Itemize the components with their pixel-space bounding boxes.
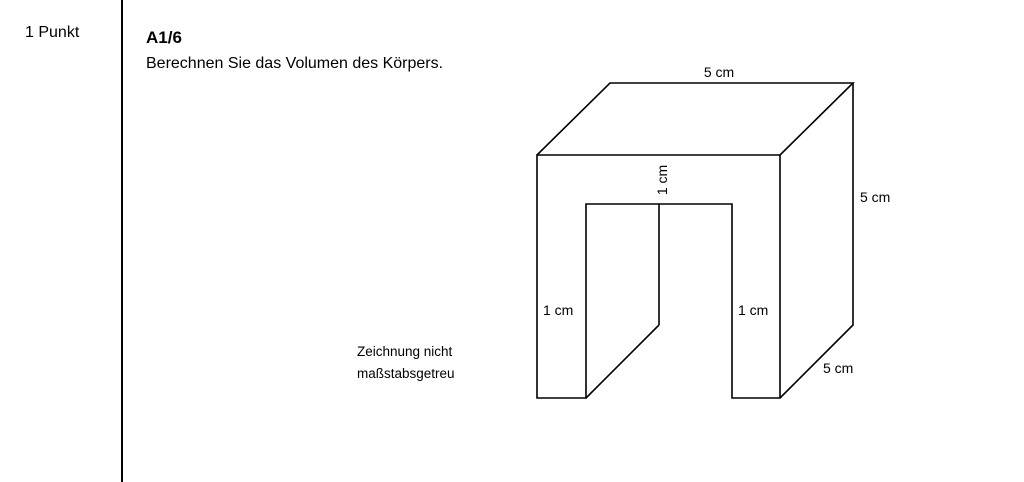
scale-note-line2: maßstabsgetreu — [357, 366, 455, 381]
label-right-height: 5 cm — [860, 189, 891, 205]
inner-floor-edge — [586, 325, 659, 398]
right-face — [780, 83, 853, 398]
scale-note-line1: Zeichnung nicht — [357, 344, 453, 359]
label-top-thickness: 1 cm — [654, 164, 670, 196]
points-label: 1 Punkt — [25, 24, 80, 41]
task-instruction: Berechnen Sie das Volumen des Körpers. — [146, 55, 444, 72]
label-left-leg-width: 1 cm — [543, 302, 574, 318]
task-id: A1/6 — [146, 28, 182, 47]
top-face — [537, 83, 853, 155]
label-right-leg-width: 1 cm — [738, 302, 769, 318]
label-depth: 5 cm — [823, 360, 854, 376]
label-top-width: 5 cm — [703, 64, 735, 80]
